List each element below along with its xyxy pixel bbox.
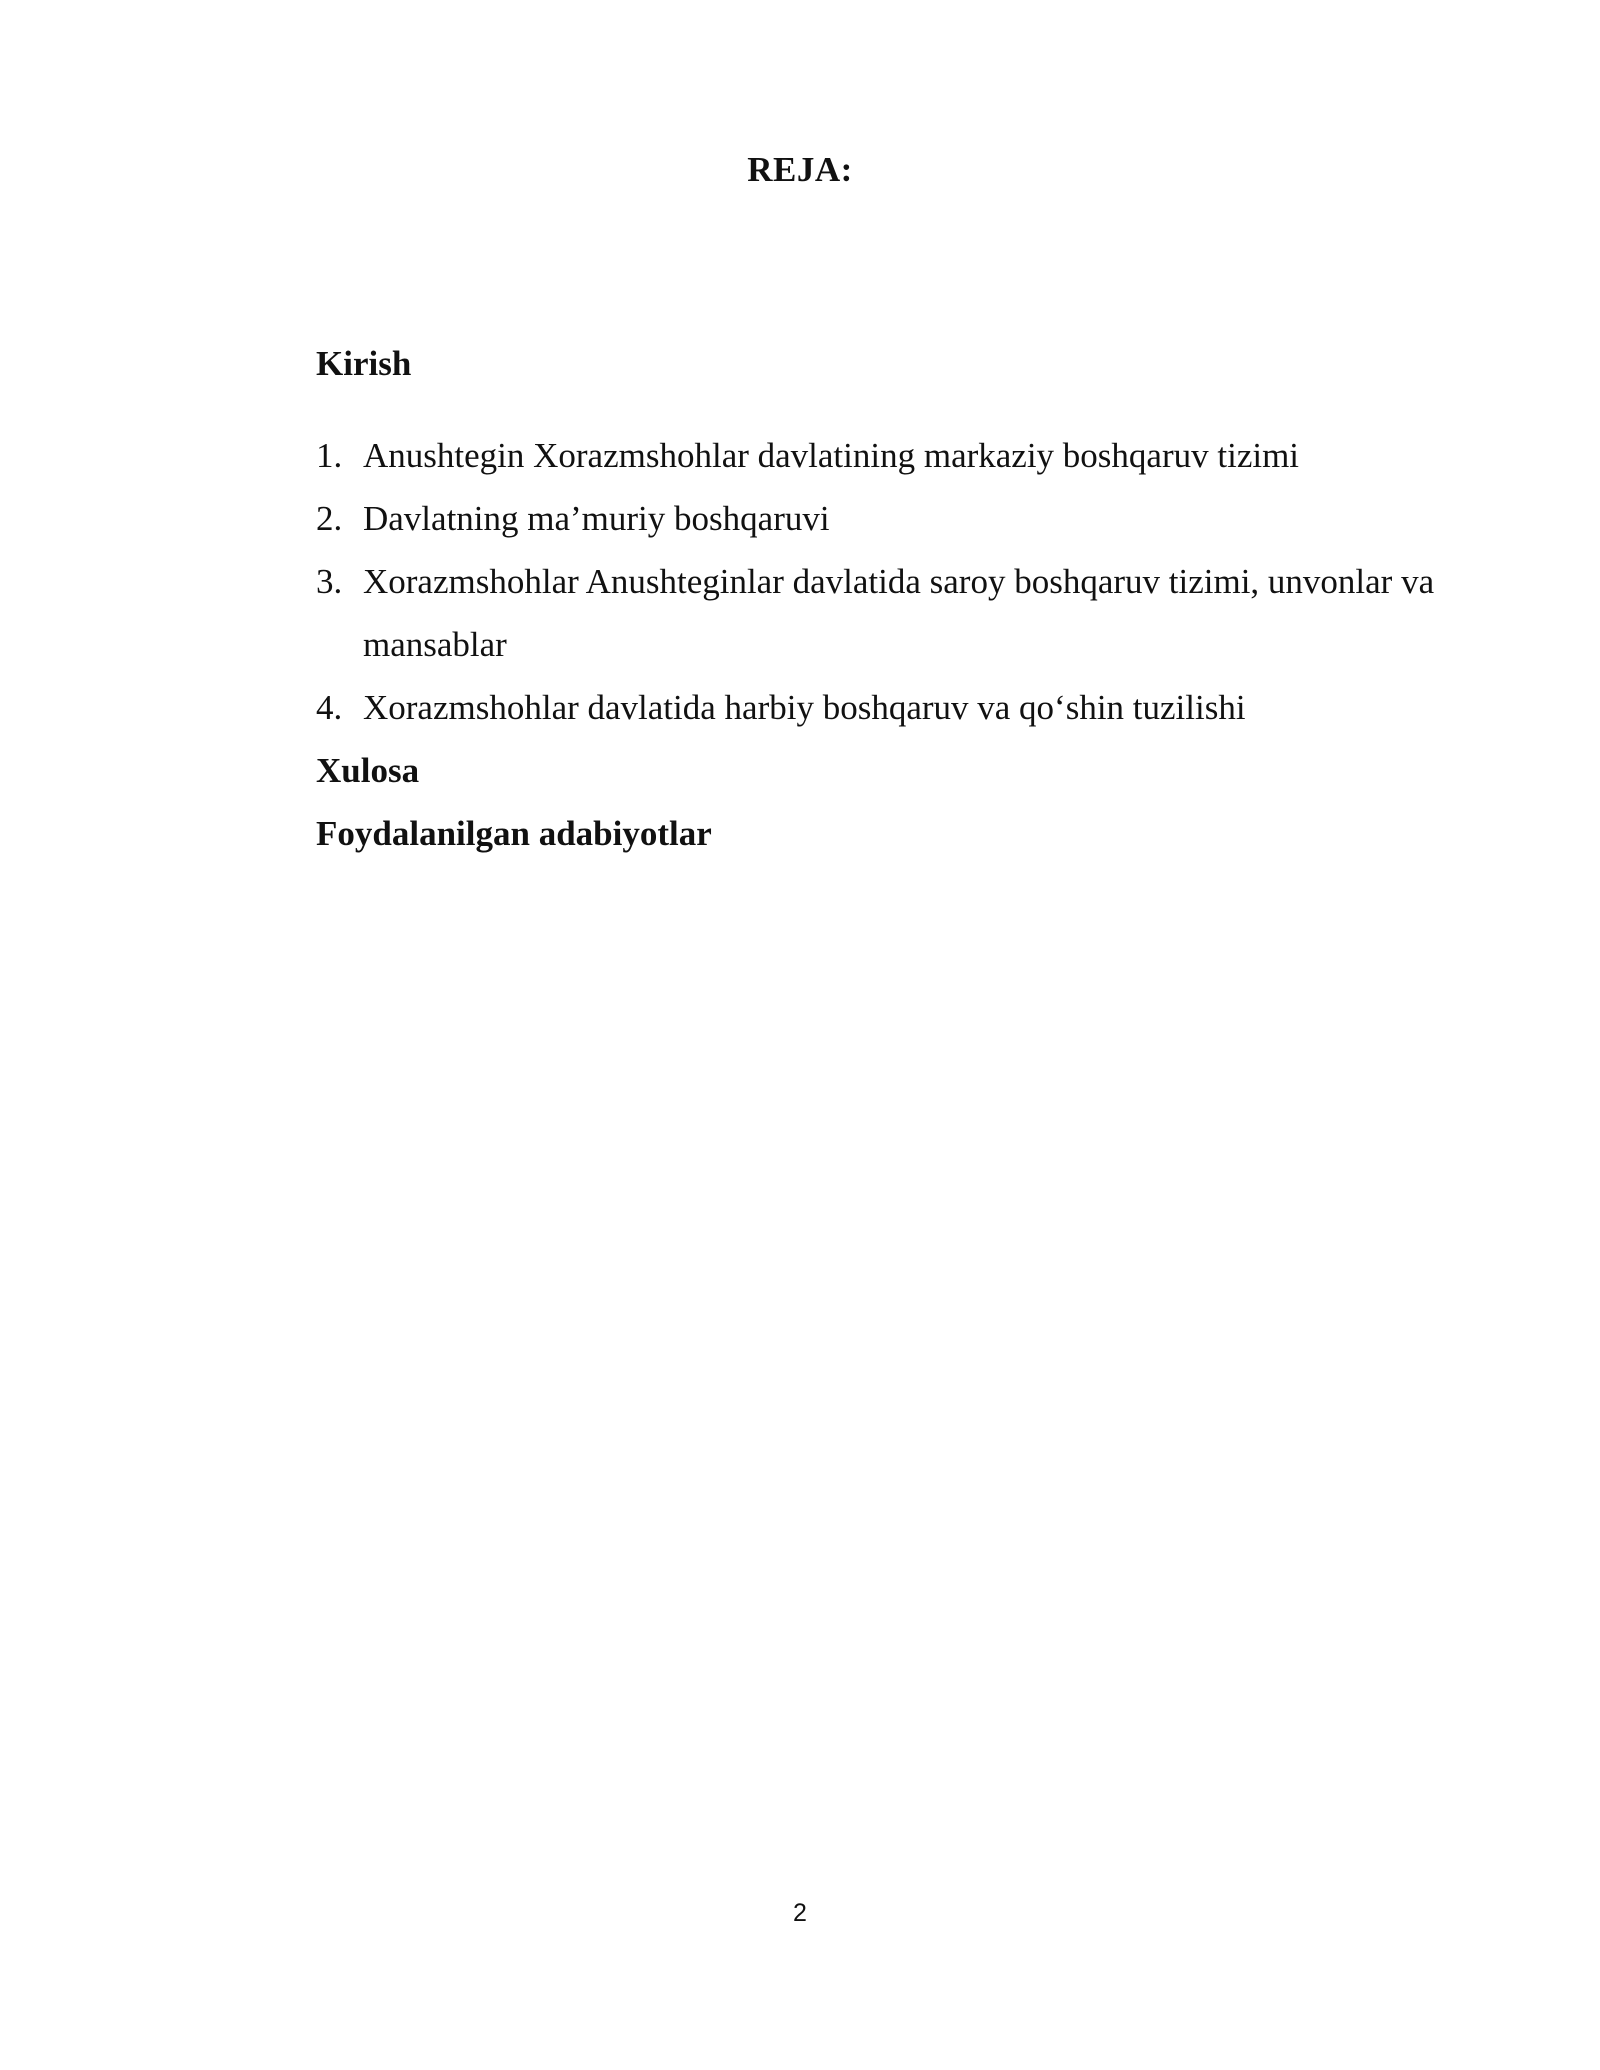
- plan-list: [316, 424, 1516, 739]
- plan-item: [316, 424, 1516, 487]
- page-title: REJA:: [747, 150, 853, 189]
- plan-item: [316, 550, 1516, 676]
- plan-item: [316, 487, 1516, 550]
- plan-item-text: Davlatning ma’muriy boshqaruvi: [363, 499, 830, 538]
- plan-item-number: 3.: [316, 562, 343, 601]
- intro-heading: Kirish: [316, 344, 412, 383]
- plan-item: [316, 676, 1516, 739]
- plan-item-number: 1.: [316, 436, 343, 475]
- conclusion-heading: Xulosa: [316, 751, 420, 790]
- plan-item-number: 4.: [316, 688, 343, 727]
- plan-content: [316, 340, 1516, 865]
- plan-item-text: Xorazmshohlar davlatida harbiy boshqaruv va qo‘shin tuzilishi: [363, 688, 1246, 727]
- plan-item-number: 2.: [316, 499, 343, 538]
- plan-item-text: Xorazmshohlar Anushteginlar davlatida saroy boshqaruv tizimi, unvonlar va mansablar: [363, 562, 1435, 664]
- page-number: 2: [793, 1899, 807, 1927]
- plan-item-text: Anushtegin Xorazmshohlar davlatining markaziy boshqaruv tizimi: [363, 436, 1300, 475]
- references-heading: Foydalanilgan adabiyotlar: [316, 814, 712, 853]
